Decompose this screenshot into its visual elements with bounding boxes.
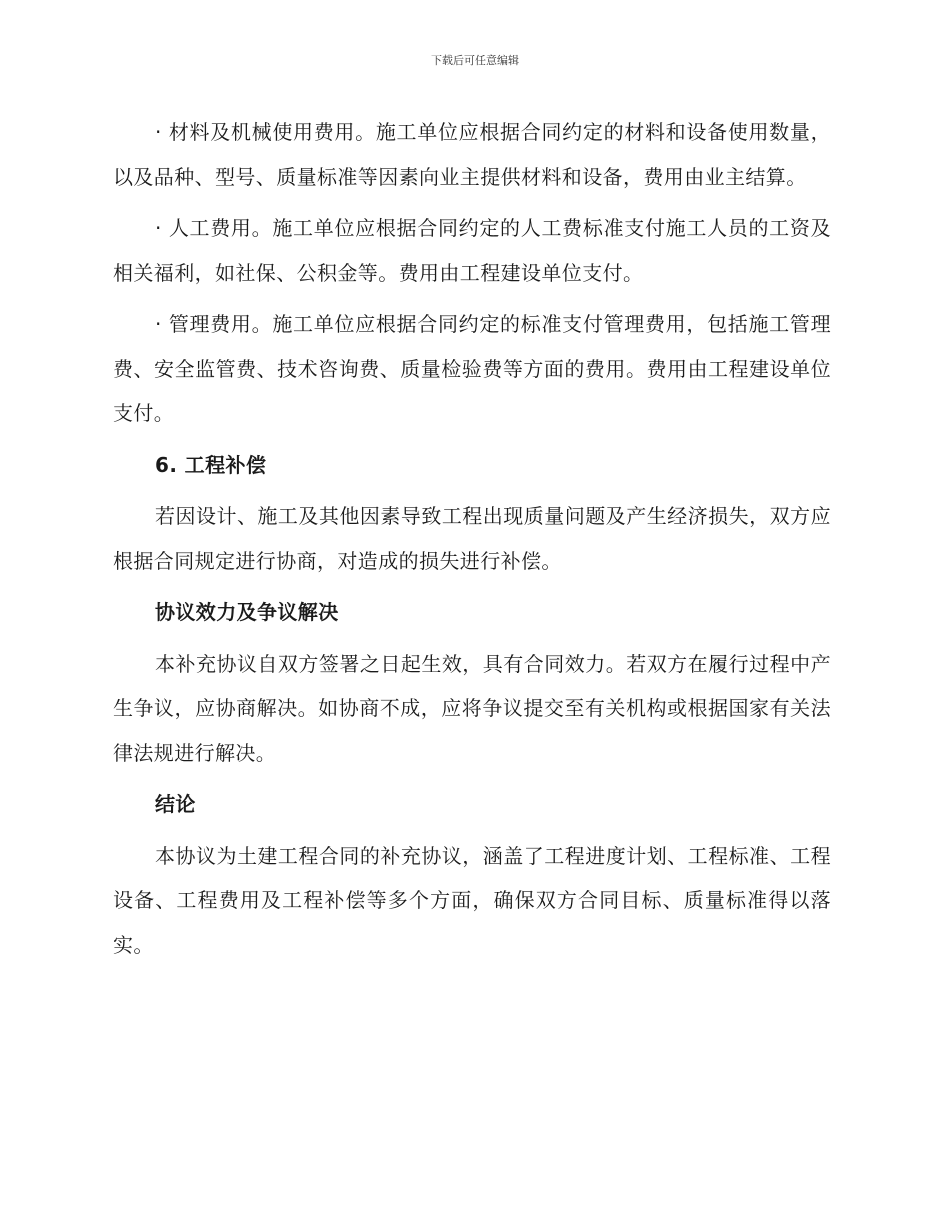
paragraph-labor-cost: · 人工费用。施工单位应根据合同约定的人工费标准支付施工人员的工资及相关福利，如社保、公积金等。费用由工程建设单位支付。 <box>113 216 831 285</box>
paragraph-material-machinery-cost: · 材料及机械使用费用。施工单位应根据合同约定的材料和设备使用数量，以及品种、型号、质量标准等因素向业主提供材料和设备，费用由业主结算。 <box>113 120 831 189</box>
heading-conclusion: 结论 <box>155 792 196 816</box>
paragraph-conclusion: 本协议为土建工程合同的补充协议，涵盖了工程进度计划、工程标准、工程设备、工程费用及工程补偿等多个方面，确保双方合同目标、质量标准得以落实。 <box>113 843 831 957</box>
document-body <box>113 110 831 967</box>
page-header: 下载后可任意编辑 <box>431 54 519 67</box>
paragraph-management-cost: · 管理费用。施工单位应根据合同约定的标准支付管理费用，包括施工管理费、安全监管费、技术咨询费、质量检验费等方面的费用。费用由工程建设单位支付。 <box>113 312 831 425</box>
heading-agreement-validity: 协议效力及争议解决 <box>155 600 339 624</box>
paragraph-validity-dispute: 本补充协议自双方签署之日起生效，具有合同效力。若双方在履行过程中产生争议，应协商解决。如协商不成，应将争议提交至有关机构或根据国家有关法律法规进行解决。 <box>113 651 831 765</box>
heading-engineering-compensation: 6. 工程补偿 <box>155 452 267 477</box>
paragraph-compensation: 若因设计、施工及其他因素导致工程出现质量问题及产生经济损失，双方应根据合同规定进行协商，对造成的损失进行补偿。 <box>113 504 831 573</box>
